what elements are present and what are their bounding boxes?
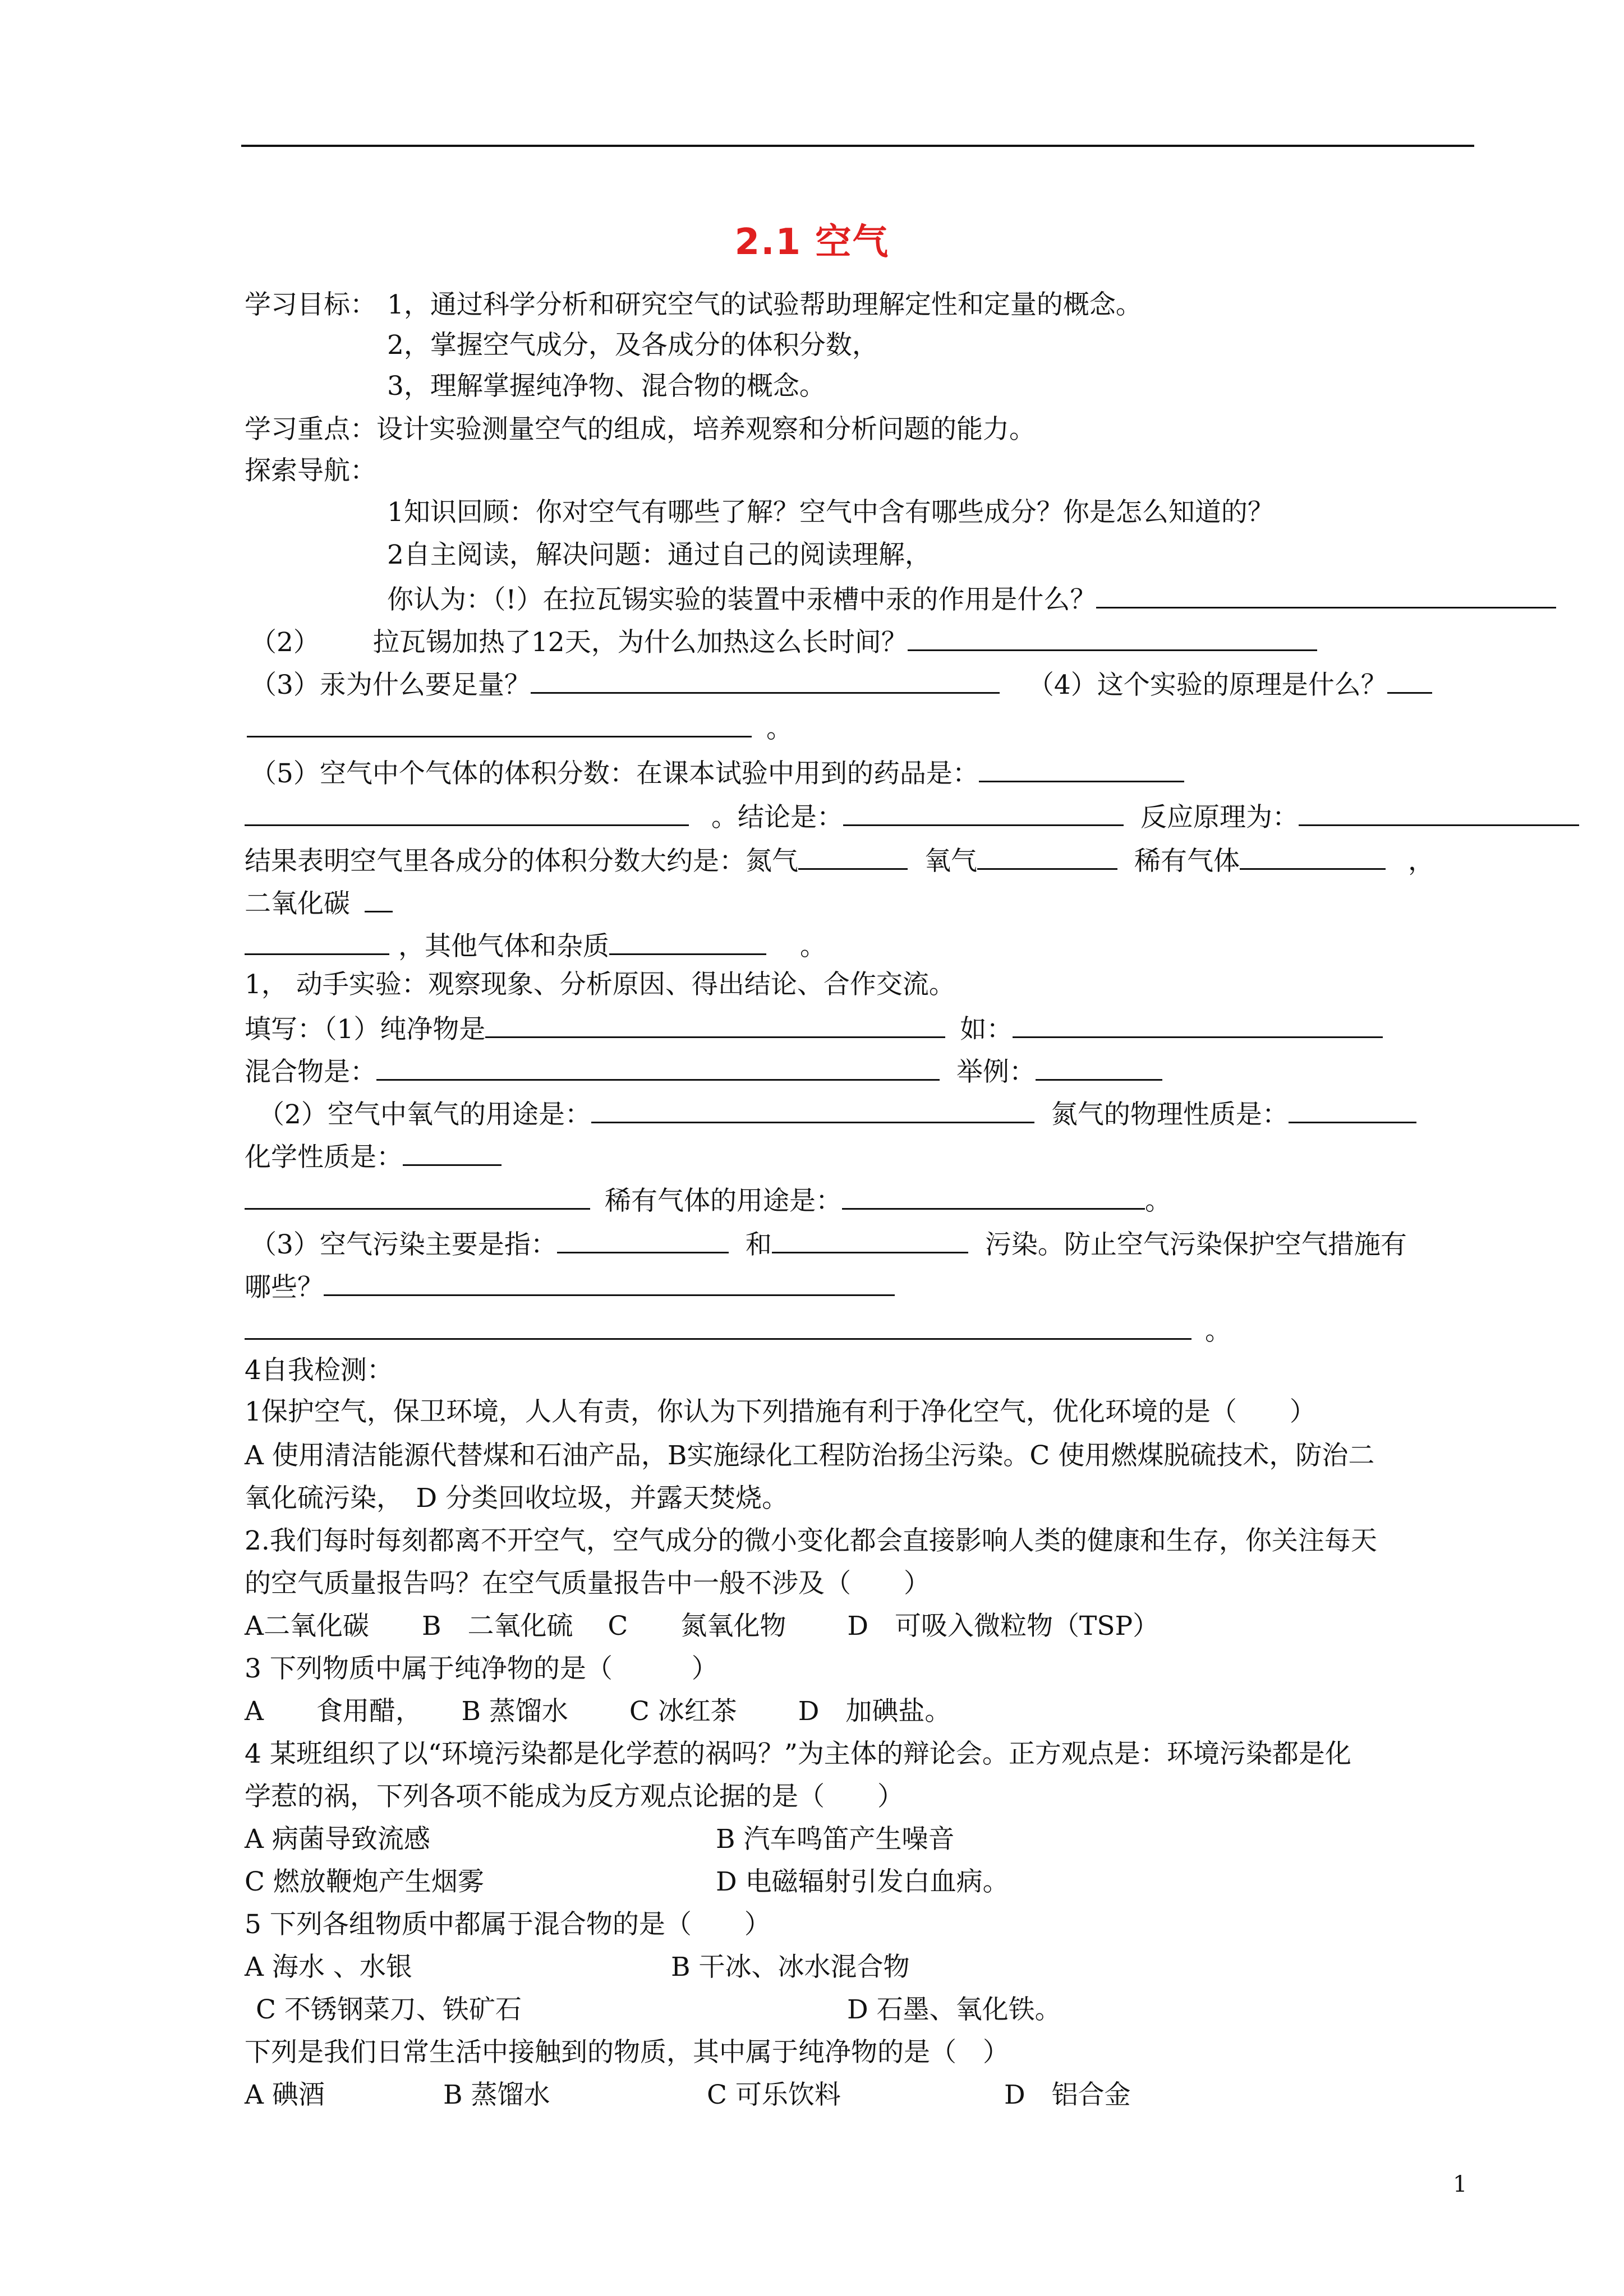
test-question-4-option-a: A 病菌导致流感 — [245, 1824, 430, 1855]
test-question-5-option-d: D 石墨、氧化铁。 — [847, 1994, 1061, 2025]
answer-blank[interactable] — [1096, 581, 1556, 608]
review-line: 1知识回顾：你对空气有哪些了解？空气中含有哪些成分？你是怎么知道的？ — [387, 497, 1274, 528]
question-5: （5）空气中个气体的体积分数：在课本试验中用到的药品是： — [250, 755, 1184, 791]
answer-blank[interactable] — [485, 1011, 945, 1038]
objective-3: 3，理解掌握纯净物、混合物的概念。 — [387, 371, 826, 402]
question-2: （2） 拉瓦锡加热了12天，为什么加热这么长时间？ — [250, 624, 1317, 660]
answer-blank[interactable] — [1387, 666, 1432, 694]
fill-pure-line: 填写：（1）纯净物是 如： — [245, 1011, 1383, 1046]
test-question-5-option-b: B 干冰、冰水混合物 — [671, 1952, 910, 1983]
answer-blank[interactable] — [245, 1182, 590, 1210]
test-question-6-option-a: A 碘酒 — [245, 2080, 325, 2110]
result-line: 结果表明空气里各成分的体积分数大约是：氮气 氧气 稀有气体 ， — [245, 842, 1434, 878]
question-1: 你认为：（!）在拉瓦锡实验的装置中汞槽中汞的作用是什么？ — [387, 581, 1556, 617]
answer-blank[interactable] — [591, 1096, 1034, 1123]
answer-blank[interactable] — [1240, 842, 1386, 870]
answer-blank[interactable] — [979, 755, 1184, 782]
test-question-2-options: A二氧化碳 B 二氧化硫 C 氮氧化物 D 可吸入微粒物（TSP） — [245, 1611, 1160, 1642]
test-question-3: 3 下列物质中属于纯净物的是（ ） — [245, 1653, 718, 1684]
explore-label: 探索导航： — [245, 455, 376, 486]
answer-blank[interactable] — [772, 1226, 968, 1253]
page-title: 2.1 空气 — [734, 222, 890, 263]
answer-blank[interactable] — [798, 842, 908, 870]
test-question-4-option-d: D 电磁辐射引发白血病。 — [716, 1866, 1009, 1897]
question-3: （3）汞为什么要足量？ （4）这个实验的原理是什么？ — [250, 666, 1432, 702]
page-number: 1 — [1453, 2171, 1467, 2197]
test-question-4-option-b: B 汽车鸣笛产生噪音 — [716, 1824, 955, 1855]
header-rule — [241, 145, 1474, 147]
answer-blank[interactable] — [324, 1269, 895, 1296]
test-question-2-line-2: 的空气质量报告吗？在空气质量报告中一般不涉及（ ） — [245, 1568, 930, 1599]
answer-blank[interactable] — [842, 1182, 1145, 1210]
answer-blank[interactable] — [245, 928, 389, 955]
hands-on-line: 1， 动手实验：观察现象、分析原因、得出结论、合作交流。 — [245, 969, 955, 1000]
answer-blank[interactable] — [245, 799, 689, 826]
answer-blank[interactable] — [908, 624, 1317, 651]
answer-blank[interactable] — [376, 1053, 940, 1081]
test-question-4: 4 某班组织了以“环境污染都是化学惹的祸吗？”为主体的辩论会。正方观点是：环境污染都是化 — [245, 1739, 1351, 1769]
answer-blank[interactable] — [1289, 1096, 1416, 1123]
test-question-3-options: A 食用醋， B 蒸馏水 C 冰红茶 D 加碘盐。 — [245, 1696, 951, 1727]
pollution-line-2: 哪些？ — [245, 1269, 895, 1304]
test-question-6-option-b: B 蒸馏水 — [443, 2080, 550, 2110]
chem-prop-line: 化学性质是： — [245, 1138, 502, 1174]
test-question-5-option-a: A 海水 、水银 — [245, 1952, 412, 1983]
answer-blank[interactable] — [977, 842, 1117, 870]
answer-blank[interactable] — [403, 1138, 502, 1166]
answer-blank[interactable] — [609, 928, 766, 955]
question-5-conclusion: 。结论是： 反应原理为： — [245, 799, 1579, 835]
answer-blank[interactable] — [557, 1226, 729, 1253]
pollution-line-3: 。 — [245, 1312, 1231, 1348]
test-question-5: 5 下列各组物质中都属于混合物的是（ ） — [245, 1909, 771, 1940]
answer-blank[interactable] — [365, 885, 393, 912]
reading-line: 2自主阅读，解决问题：通过自己的阅读理解， — [387, 540, 931, 570]
objective-2: 2，掌握空气成分，及各成分的体积分数， — [387, 330, 878, 361]
answer-blank[interactable] — [247, 710, 752, 737]
answer-blank[interactable] — [1013, 1011, 1383, 1038]
objective-1: 1，通过科学分析和研究空气的试验帮助理解定性和定量的概念。 — [387, 289, 1142, 320]
test-question-1-options: A 使用清洁能源代替煤和石油产品，B实施绿化工程防治扬尘污染。C 使用燃煤脱硫技术，防治二 — [245, 1440, 1375, 1471]
answer-blank[interactable] — [245, 1312, 1191, 1340]
answer-blank[interactable] — [1299, 799, 1579, 826]
co2-line: 二氧化碳 — [245, 885, 393, 921]
test-question-1: 1保护空气，保卫环境，人人有责，你认为下列措施有利于净化空气，优化环境的是（ ） — [245, 1396, 1316, 1427]
answer-blank[interactable] — [531, 666, 1000, 694]
test-question-5-option-c: C 不锈钢菜刀、铁矿石 — [256, 1994, 522, 2025]
mixture-line: 混合物是： 举例： — [245, 1053, 1162, 1089]
others-line: ，其他气体和杂质 。 — [245, 928, 826, 963]
objectives-label: 学习目标： — [245, 289, 376, 320]
test-question-2: 2.我们每时每刻都离不开空气，空气成分的微小变化都会直接影响人类的健康和生存，你关注每天 — [245, 1525, 1377, 1556]
test-question-1-options-2: 氧化硫污染， D 分类回收垃圾，并露天焚烧。 — [245, 1483, 789, 1514]
test-question-4-option-c: C 燃放鞭炮产生烟雾 — [245, 1866, 484, 1897]
pollution-line: （3）空气污染主要是指： 和 污染。防止空气污染保护空气措施有 — [250, 1226, 1407, 1262]
answer-blank[interactable] — [1036, 1053, 1162, 1081]
test-question-6-option-d: D 铝合金 — [1004, 2080, 1131, 2110]
test-question-6: 下列是我们日常生活中接触到的物质，其中属于纯净物的是（ ） — [245, 2037, 1009, 2068]
o2-use-line: （2）空气中氧气的用途是： 氮气的物理性质是： — [258, 1096, 1416, 1132]
rare-use-line: 稀有气体的用途是： 。 — [245, 1182, 1171, 1218]
focus-line: 学习重点：设计实验测量空气的组成，培养观察和分析问题的能力。 — [245, 414, 1036, 445]
self-test-label: 4自我检测： — [245, 1355, 393, 1386]
test-question-6-option-c: C 可乐饮料 — [707, 2080, 841, 2110]
question-4-continued: 。 — [247, 710, 793, 746]
test-question-4-line-2: 学惹的祸，下列各项不能成为反方观点论据的是（ ） — [245, 1781, 904, 1812]
answer-blank[interactable] — [843, 799, 1124, 826]
